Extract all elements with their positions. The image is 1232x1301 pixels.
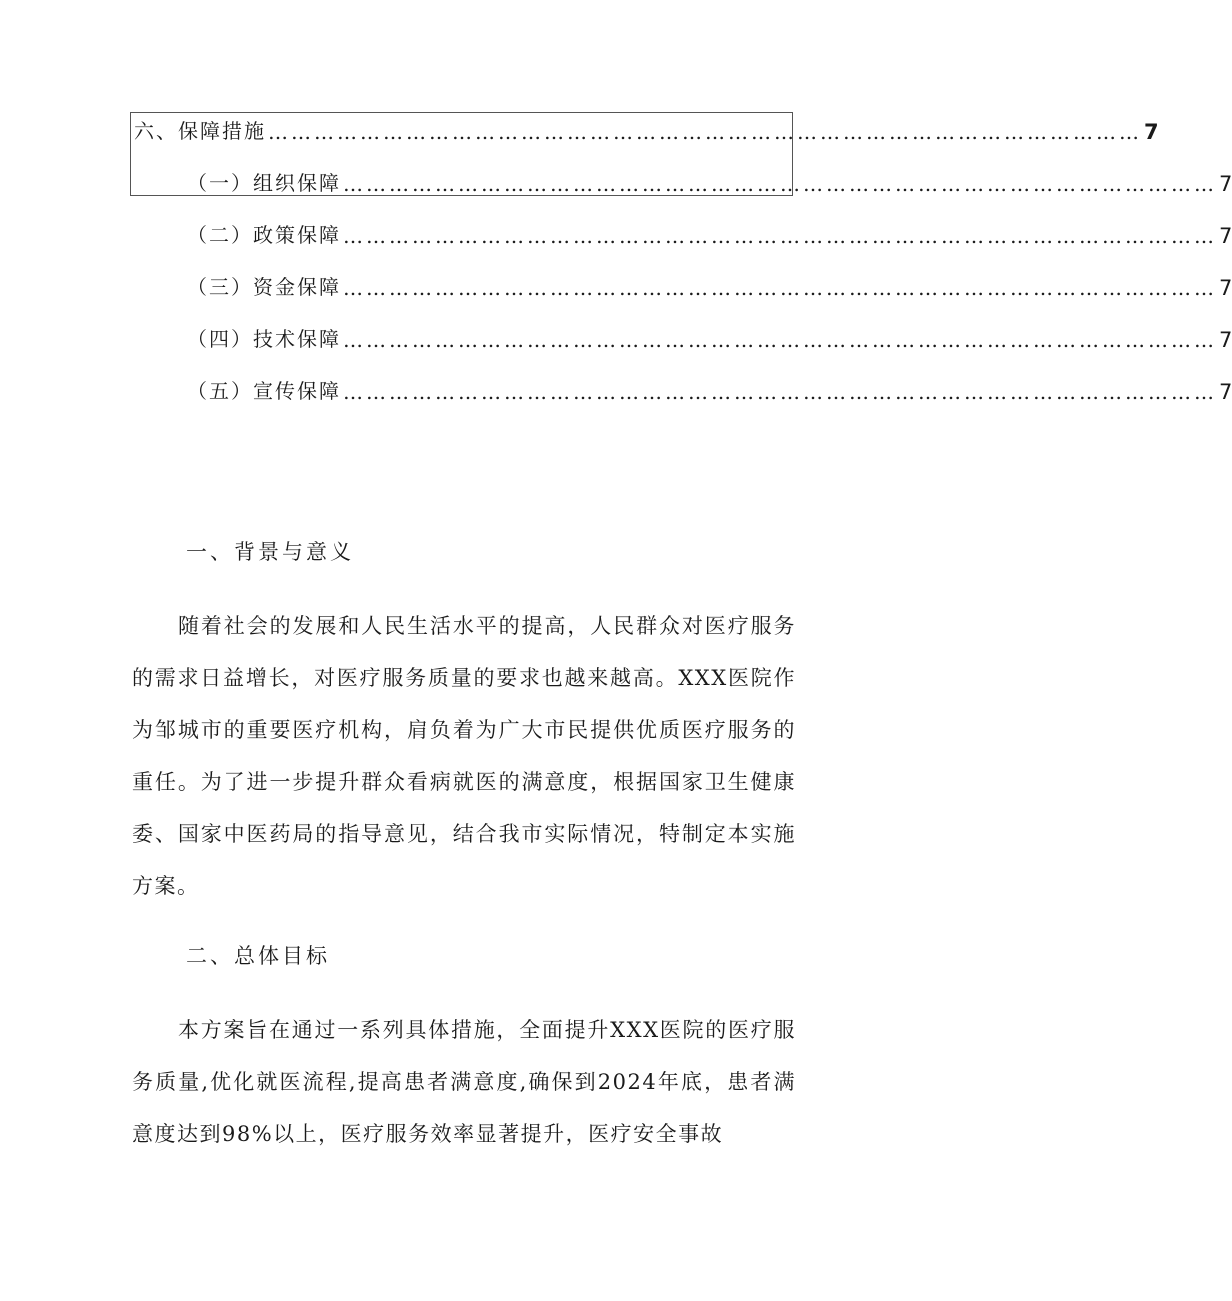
section-paragraph: 本方案旨在通过一系列具体措施，全面提升XXX医院的医疗服务质量,优化就医流程,提高患者满意度,确保到2024年底，患者满意度达到98%以上，医疗服务效率显著提升，医疗安全事故 bbox=[132, 1018, 796, 1146]
toc-leader-dots: …………………………………………………………………………………………………… bbox=[343, 172, 1217, 196]
toc-leader-dots: …………………………………………………………………………………………………… bbox=[343, 276, 1217, 300]
toc-item[interactable] bbox=[187, 218, 1232, 248]
section-paragraph: 随着社会的发展和人民生活水平的提高，人民群众对医疗服务的需求日益增长，对医疗服务质量的要求也越来越高。XXX医院作为邹城市的重要医疗机构，肩负着为广大市民提供优质医疗服务的重任。为了进一步提升群众看病就医的满意度，根据国家卫生健康委、国家中医药局的指导意见，结合我市实际情况，特制定本实施方案。 bbox=[132, 614, 796, 898]
toc-item-page: 7 bbox=[1219, 328, 1232, 352]
toc-item-page: 7 bbox=[1144, 120, 1159, 144]
toc-item-label: （三）资金保障 bbox=[187, 275, 341, 299]
toc-leader-dots: …………………………………………………………………………………………………… bbox=[268, 120, 1142, 144]
toc-leader-dots: …………………………………………………………………………………………………… bbox=[343, 380, 1217, 404]
toc-item-label: （一）组织保障 bbox=[187, 171, 341, 195]
toc-item[interactable] bbox=[187, 374, 1232, 404]
toc-item[interactable] bbox=[187, 166, 1232, 196]
toc-item-label: （二）政策保障 bbox=[187, 223, 341, 247]
toc-leader-dots: …………………………………………………………………………………………………… bbox=[343, 328, 1217, 352]
toc-item-label: （五）宣传保障 bbox=[187, 379, 341, 403]
toc-item-page: 7 bbox=[1219, 276, 1232, 300]
section-heading: 二、总体目标 bbox=[186, 944, 330, 968]
toc-item[interactable] bbox=[134, 114, 1159, 144]
toc-item-label: （四）技术保障 bbox=[187, 327, 341, 351]
toc-item-label: 六、保障措施 bbox=[134, 119, 266, 143]
toc-leader-dots: …………………………………………………………………………………………………… bbox=[343, 224, 1217, 248]
toc-item[interactable] bbox=[187, 270, 1232, 300]
toc-item-page: 7 bbox=[1219, 224, 1232, 248]
section-heading: 一、背景与意义 bbox=[186, 540, 354, 564]
toc-item-page: 7 bbox=[1219, 380, 1232, 404]
toc-item[interactable] bbox=[187, 322, 1232, 352]
toc-item-page: 7 bbox=[1219, 172, 1232, 196]
